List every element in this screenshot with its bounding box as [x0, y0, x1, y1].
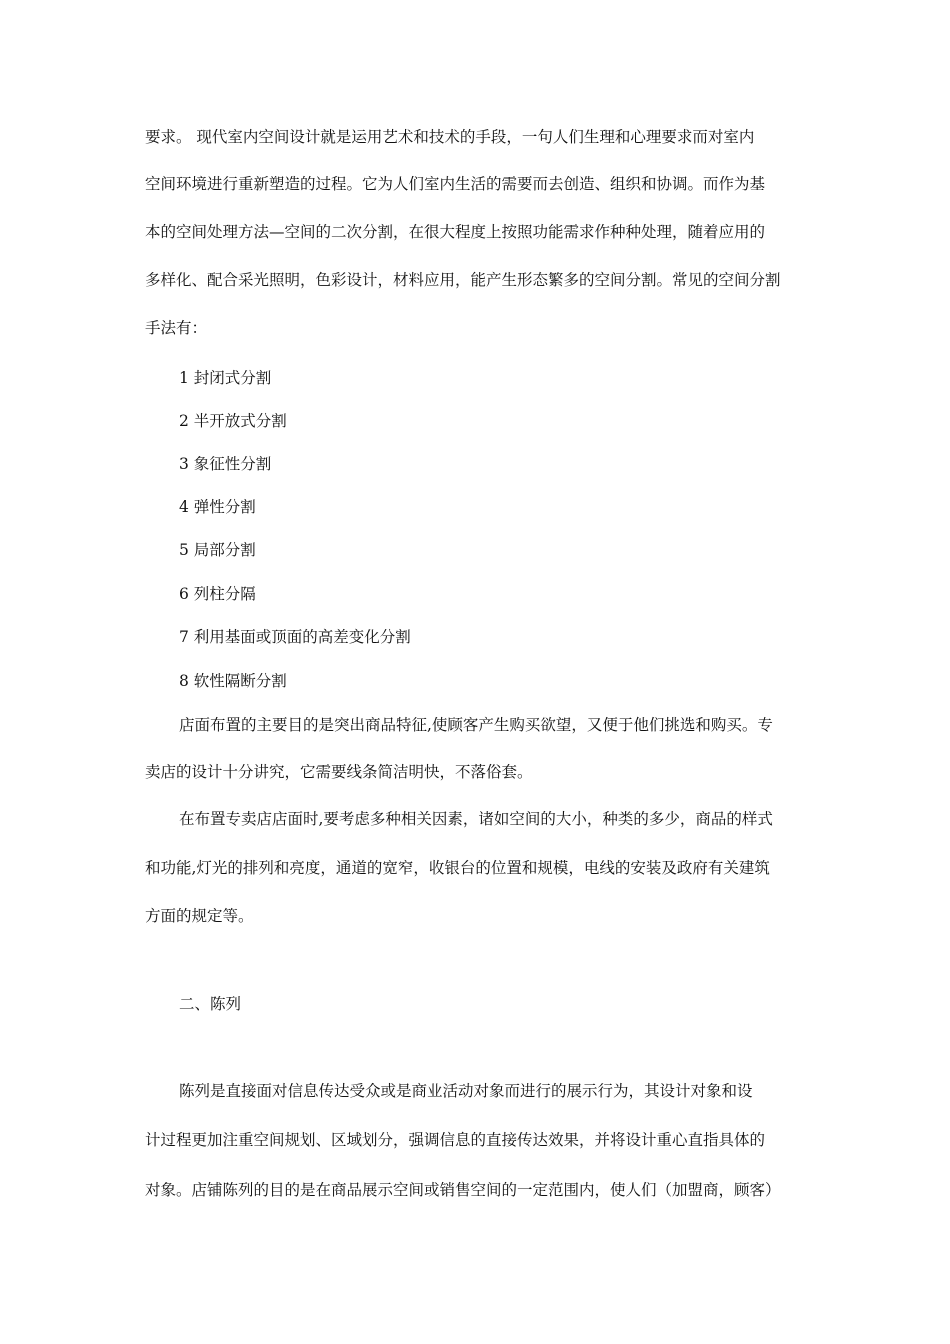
- method-item-4: 4 弹性分割: [179, 498, 256, 516]
- paragraph-3-line-3: 方面的规定等。: [145, 907, 254, 925]
- paragraph-3-line-1: 在布置专卖店店面时,要考虑多种相关因素，诸如空间的大小，种类的多少，商品的样式: [179, 810, 773, 828]
- paragraph-4-line-1: 陈列是直接面对信息传达受众或是商业活动对象而进行的展示行为，其设计对象和设: [179, 1082, 753, 1100]
- method-item-6: 6 列柱分隔: [179, 585, 256, 603]
- paragraph-1-line-2: 空间环境进行重新塑造的过程。它为人们室内生活的需要而去创造、组织和协调。而作为基: [145, 175, 766, 193]
- method-item-7: 7 利用基面或顶面的高差变化分割: [179, 628, 411, 646]
- paragraph-2-line-2: 卖店的设计十分讲究，它需要线条简洁明快，不落俗套。: [145, 763, 533, 781]
- paragraph-1-line-5: 手法有：: [145, 319, 208, 337]
- method-item-2: 2 半开放式分割: [179, 412, 287, 430]
- paragraph-4-line-2: 计过程更加注重空间规划、区域划分，强调信息的直接传达效果，并将设计重心直指具体的: [145, 1131, 766, 1149]
- method-item-8: 8 软性隔断分割: [179, 672, 287, 690]
- paragraph-4-line-3: 对象。店铺陈列的目的是在商品展示空间或销售空间的一定范围内，使人们（加盟商，顾客）: [145, 1181, 781, 1199]
- paragraph-1-line-4: 多样化、配合采光照明，色彩设计，材料应用，能产生形态繁多的空间分割。常见的空间分割: [145, 271, 781, 289]
- method-item-1: 1 封闭式分割: [179, 369, 272, 387]
- paragraph-1-line-1: 要求。 现代室内空间设计就是运用艺术和技术的手段，一句人们生理和心理要求而对室内: [145, 128, 755, 146]
- paragraph-1-line-3: 本的空间处理方法—空间的二次分割，在很大程度上按照功能需求作种种处理，随着应用的: [145, 223, 766, 241]
- section-heading: 二、陈列: [179, 995, 242, 1013]
- paragraph-3-line-2: 和功能,灯光的排列和亮度，通道的宽窄，收银台的位置和规模，电线的安装及政府有关建筑: [145, 859, 770, 877]
- paragraph-2-line-1: 店面布置的主要目的是突出商品特征,使顾客产生购买欲望，又便于他们挑选和购买。专: [179, 716, 773, 734]
- method-item-3: 3 象征性分割: [179, 455, 272, 473]
- method-item-5: 5 局部分割: [179, 541, 256, 559]
